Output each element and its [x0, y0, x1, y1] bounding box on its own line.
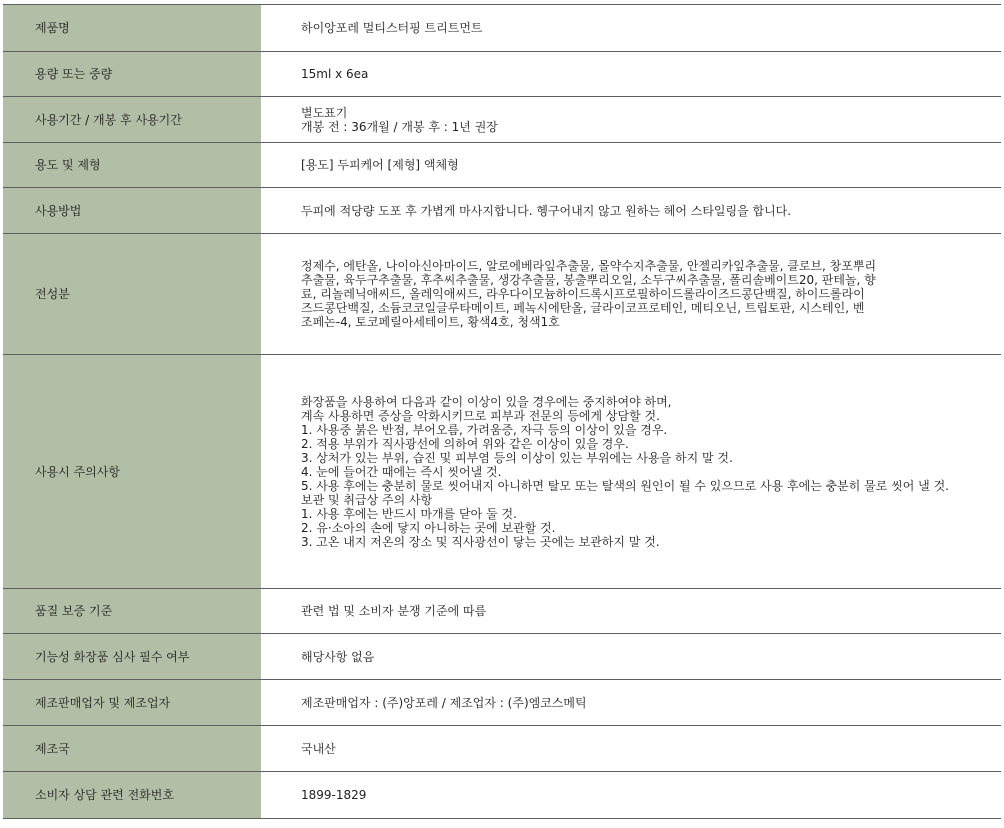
value-line: 관련 법 및 소비자 분쟁 기준에 따름 — [301, 604, 487, 618]
row-value — [261, 772, 1001, 819]
row-value — [261, 52, 1001, 97]
row-label: 사용시 주의사항 — [3, 355, 261, 589]
row-value — [261, 143, 1001, 188]
row-label: 용도 및 제형 — [3, 143, 261, 188]
value-line: 국내산 — [301, 741, 336, 756]
table-row-directions — [3, 188, 1001, 234]
table-row-purpose-type — [3, 143, 1001, 188]
row-value — [261, 680, 1001, 726]
value-line: 하이앙포레 멀티스터핑 트리트먼트 — [301, 21, 483, 35]
value-line: 4. 눈에 들어간 때에는 즉시 씻어낼 것. — [301, 464, 502, 479]
row-value — [261, 355, 1001, 589]
row-value — [261, 726, 1001, 772]
row-value — [261, 97, 1001, 143]
value-line: 3. 고온 내지 저온의 장소 및 직사광선이 닿는 곳에는 보관하지 말 것. — [301, 534, 660, 549]
table-row-volume — [3, 52, 1001, 97]
value-line: 별도표기 — [301, 105, 348, 120]
table-row-usage-period — [3, 97, 1001, 143]
value-line: 화장품을 사용하여 다음과 같이 이상이 있을 경우에는 중지하여야 하며, — [301, 394, 672, 409]
table-row-cautions — [3, 355, 1001, 589]
value-line: 2. 유·소아의 손에 닿지 아니하는 곳에 보관할 것. — [301, 520, 556, 535]
row-value — [261, 634, 1001, 680]
table-row-product-name — [3, 5, 1001, 52]
row-label: 전성분 — [3, 234, 261, 355]
product-info-table — [3, 4, 1001, 819]
value-line: 해당사항 없음 — [301, 649, 375, 664]
value-line: 추출물, 육두구추출물, 후추씨추출물, 생강추출물, 봉출뿌리오일, 소두구씨추출물, 폴리솔베이트20, 판테놀, 향 — [301, 273, 876, 287]
value-line: 2. 적용 부위가 직사광선에 의하여 위와 같은 이상이 있을 경우. — [301, 436, 629, 451]
row-label: 용량 또는 중량 — [3, 52, 261, 97]
table-row-quality-standard — [3, 589, 1001, 634]
value-line: 두피에 적당량 도포 후 가볍게 마사지합니다. 헹구어내지 않고 원하는 헤어 스타일링을 합니다. — [301, 203, 792, 218]
table-row-functional-review — [3, 634, 1001, 680]
value-line: 즈드콩단백질, 소듐코코일글루타메이트, 페녹시에탄올, 글라이코프로테인, 메티오닌, 트립토판, 시스테인, 벤 — [301, 301, 865, 315]
value-line: 15ml x 6ea — [301, 67, 369, 81]
value-line: [용도] 두피케어 [제형] 액체형 — [301, 158, 459, 172]
row-label: 제조국 — [3, 726, 261, 772]
value-line: 보관 및 취급상 주의 사항 — [301, 492, 433, 507]
value-line: 계속 사용하면 증상을 악화시키므로 피부과 전문의 등에게 상담할 것. — [301, 408, 660, 423]
row-label: 제품명 — [3, 5, 261, 52]
value-line: 개봉 전 : 36개월 / 개봉 후 : 1년 권장 — [301, 119, 498, 134]
table-row-phone — [3, 772, 1001, 819]
value-line: 제조판매업자 : (주)앙포레 / 제조업자 : (주)엠코스메틱 — [301, 695, 587, 710]
value-line: 료, 리놀레닉애씨드, 올레익애씨드, 라우다이모늄하이드록시프로필하이드롤라이즈드콩단백질, 하이드롤라이 — [301, 287, 865, 301]
row-label: 사용기간 / 개봉 후 사용기간 — [3, 97, 261, 143]
table-row-country — [3, 726, 1001, 772]
row-label: 사용방법 — [3, 188, 261, 234]
row-value — [261, 5, 1001, 52]
value-line: 1899-1829 — [301, 788, 367, 802]
value-line: 3. 상처가 있는 부위, 습진 및 피부염 등의 이상이 있는 부위에는 사용을 하지 말 것. — [301, 450, 733, 465]
table-row-ingredients — [3, 234, 1001, 355]
value-line: 조페논-4, 토코페릴아세테이트, 황색4호, 청색1호 — [301, 315, 560, 329]
row-label: 제조판매업자 및 제조업자 — [3, 680, 261, 726]
row-label: 기능성 화장품 심사 필수 여부 — [3, 634, 261, 680]
row-value — [261, 234, 1001, 355]
value-line: 정제수, 에탄올, 나이아신아마이드, 알로에베라잎추출물, 몰약수지추출물, 안젤리카잎추출물, 클로브, 창포뿌리 — [301, 259, 877, 273]
row-value — [261, 188, 1001, 234]
value-line: 5. 사용 후에는 충분히 물로 씻어내지 아니하면 탈모 또는 탈색의 원인이 될 수 있으므로 사용 후에는 충분히 물로 씻어 낼 것. — [301, 478, 949, 493]
row-label: 품질 보증 기준 — [3, 589, 261, 634]
row-label: 소비자 상담 관련 전화번호 — [3, 772, 261, 819]
table-row-manufacturer — [3, 680, 1001, 726]
value-line: 1. 사용 후에는 반드시 마개를 닫아 둘 것. — [301, 506, 517, 521]
row-value — [261, 589, 1001, 634]
value-line: 1. 사용중 붉은 반점, 부어오름, 가려움증, 자극 등의 이상이 있을 경우. — [301, 422, 668, 437]
